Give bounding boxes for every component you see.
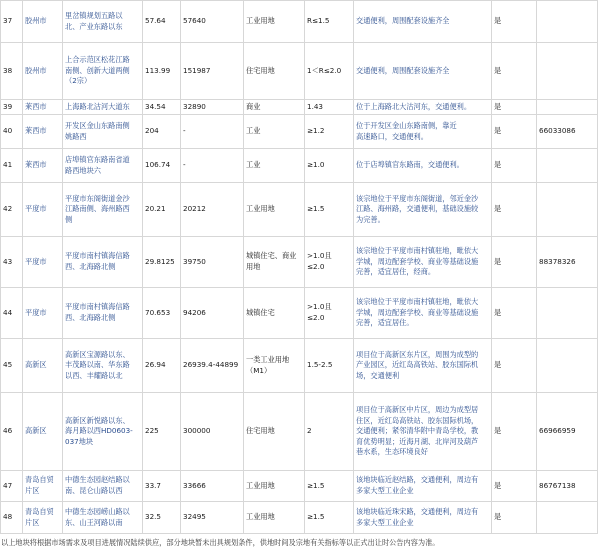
location-cell	[63, 100, 143, 115]
land-use-cell-line: 工业用地	[246, 16, 275, 26]
land-use-cell	[244, 1, 305, 43]
location-cell	[63, 1, 143, 43]
footer-note: 以上地块将根据市场需求及项目进展情况陆续供应，部分地块暂未出具规划条件，供地时间及宗地有关指标等以正式出让时公告内容为准。	[1, 538, 440, 547]
description-cell	[354, 1, 492, 43]
table-row	[1, 115, 598, 149]
description-cell-line: 场，交通便利	[356, 370, 400, 380]
contact-phone-cell	[537, 288, 598, 339]
area-mu-cell: 29.8125	[143, 237, 181, 288]
location-cell-line: 路西地块六	[65, 165, 101, 175]
location-cell-line: 开发区金山东路南侧	[65, 120, 130, 130]
area-sqm-cell: -	[181, 115, 244, 149]
location-cell-line: 高新区宝源路以东、	[65, 349, 130, 359]
district-cell: 莱西市	[23, 149, 63, 183]
district-cell: 莱西市	[23, 115, 63, 149]
description-cell-line: 产业园区，近红岛高铁站、胶东国际机	[356, 360, 479, 370]
plot-ratio-cell	[305, 471, 354, 502]
table-row	[1, 288, 598, 339]
contact-phone-cell	[537, 183, 598, 237]
plot-ratio-cell-line: 1.43	[307, 101, 324, 111]
description-cell-line: 学城，周边配套学校、商业等基础设施	[356, 307, 479, 317]
flag-cell: 是	[492, 237, 537, 288]
description-cell-line: 高速路口，交通便利。	[356, 131, 428, 141]
area-mu-cell: 32.5	[143, 502, 181, 534]
location-cell-line: 南、昆仑山路以西	[65, 486, 123, 495]
district-cell: 平度市	[23, 288, 63, 339]
district-cell: 平度市	[23, 237, 63, 288]
description-cell-line: 为完善。	[356, 214, 385, 224]
area-mu-cell: 106.74	[143, 149, 181, 183]
flag-cell: 是	[492, 471, 537, 502]
district-cell: 胶州市	[23, 1, 63, 43]
land-use-cell-line: 工业	[246, 160, 261, 170]
location-cell-line: 丰茂路以南、华东路	[65, 360, 130, 370]
flag-cell: 是	[492, 502, 537, 534]
area-sqm-cell: -	[181, 149, 244, 183]
description-cell-line: 交通便利；紧邻清华附中青岛学校，教	[356, 426, 479, 436]
location-cell-line: 上合示范区松花江路	[65, 55, 130, 65]
plot-ratio-cell-line: >1.0且	[307, 302, 332, 312]
plot-ratio-cell-line: ≤2.0	[307, 313, 325, 322]
district-cell: 高新区	[23, 339, 63, 393]
location-cell-line: 平度市东阁街道金沙	[65, 193, 130, 203]
location-cell	[63, 149, 143, 183]
plot-ratio-cell-line: ≥1.5	[307, 204, 325, 214]
location-cell	[63, 393, 143, 471]
location-cell-line: 里岔镇规划五路以	[65, 10, 123, 20]
description-cell	[354, 43, 492, 100]
flag-cell: 是	[492, 43, 537, 100]
land-use-cell	[244, 502, 305, 534]
description-cell	[354, 183, 492, 237]
plot-ratio-cell	[305, 43, 354, 100]
location-cell-line: 东、山王河路以南	[65, 517, 123, 527]
district-cell: 莱西市	[23, 100, 63, 115]
contact-phone-cell: 88378326	[537, 237, 598, 288]
land-use-cell-line: 工业用地	[246, 512, 275, 522]
description-cell	[354, 502, 492, 534]
area-mu-cell: 34.54	[143, 100, 181, 115]
plot-ratio-cell-line: ≥1.0	[307, 160, 325, 170]
description-cell	[354, 471, 492, 502]
area-sqm-cell: 57640	[181, 1, 244, 43]
description-cell	[354, 339, 492, 393]
location-cell-line: 以西、丰耀路以北	[65, 370, 123, 380]
land-use-cell-line: 工业	[246, 126, 261, 136]
location-cell-line: 侧	[65, 214, 73, 224]
district-cell: 青岛自贸片区	[23, 471, 63, 502]
land-use-cell	[244, 393, 305, 471]
description-cell-line: 学城，周边配套学校、商业等基础设施	[356, 256, 479, 266]
area-sqm-cell: 26939.4-44899	[181, 339, 244, 393]
row-number: 37	[1, 1, 23, 43]
plot-ratio-cell-line: ≥1.5	[307, 480, 325, 490]
plot-ratio-cell-line: ≤2.0	[307, 262, 325, 271]
land-use-cell	[244, 288, 305, 339]
area-mu-cell: 57.64	[143, 1, 181, 43]
description-cell	[354, 288, 492, 339]
location-cell-line: 北、产业东路以东	[65, 21, 123, 31]
land-use-cell	[244, 43, 305, 100]
area-mu-cell: 20.21	[143, 183, 181, 237]
plot-ratio-cell-line: R≤1.5	[307, 16, 330, 26]
flag-cell: 是	[492, 1, 537, 43]
plot-ratio-cell-line: ≥1.5	[307, 512, 325, 522]
plot-ratio-cell	[305, 183, 354, 237]
contact-phone-cell	[537, 502, 598, 534]
flag-cell: 是	[492, 149, 537, 183]
description-cell	[354, 100, 492, 115]
table-row	[1, 339, 598, 393]
description-cell-line: 项目位于高新区中片区，周边为成型居	[356, 405, 479, 415]
description-cell-line: 江路、海州路，交通便利，基础设施较	[356, 204, 479, 214]
area-sqm-cell: 94206	[181, 288, 244, 339]
flag-cell: 是	[492, 339, 537, 393]
row-number: 39	[1, 100, 23, 115]
plot-ratio-cell-line: ≥1.2	[307, 126, 325, 136]
flag-cell: 是	[492, 100, 537, 115]
location-cell	[63, 471, 143, 502]
flag-cell: 是	[492, 183, 537, 237]
location-cell-line: 海月路以西HD0603-	[65, 426, 133, 436]
description-cell-line: 多家大型工业企业	[356, 517, 414, 527]
location-cell	[63, 502, 143, 534]
contact-phone-cell	[537, 43, 598, 100]
contact-phone-cell	[537, 339, 598, 393]
land-use-cell-line: 商业	[246, 101, 261, 111]
location-cell	[63, 339, 143, 393]
table-row	[1, 100, 598, 115]
area-sqm-cell: 32890	[181, 100, 244, 115]
area-sqm-cell: 32495	[181, 502, 244, 534]
plot-ratio-cell	[305, 115, 354, 149]
location-cell-line: 西、北海路北侧	[65, 262, 116, 271]
contact-phone-cell: 66966959	[537, 393, 598, 471]
land-use-cell	[244, 183, 305, 237]
location-cell	[63, 183, 143, 237]
land-use-cell	[244, 149, 305, 183]
location-cell-line: 中德生态园赵结路以	[65, 475, 130, 485]
location-cell-line: 江路南侧、海州路西	[65, 204, 130, 214]
location-cell-line: 037地块	[65, 436, 94, 446]
flag-cell: 是	[492, 393, 537, 471]
district-cell: 平度市	[23, 183, 63, 237]
description-cell-line: 项目位于高新区东片区，周围为成型的	[356, 349, 479, 359]
flag-cell: 是	[492, 115, 537, 149]
table-row	[1, 1, 598, 43]
contact-phone-cell: 66033086	[537, 115, 598, 149]
location-cell	[63, 43, 143, 100]
district-cell: 高新区	[23, 393, 63, 471]
description-cell-line: 完善，适宜居住，经商。	[356, 267, 436, 277]
flag-cell: 是	[492, 288, 537, 339]
area-mu-cell: 70.653	[143, 288, 181, 339]
description-cell-line: 该宗地位于平度市南村镇驻地，毗依大	[356, 297, 479, 307]
description-cell-line: 巷水系，生态环境良好	[356, 447, 428, 457]
row-number: 46	[1, 393, 23, 471]
description-cell	[354, 237, 492, 288]
area-sqm-cell: 151987	[181, 43, 244, 100]
land-use-cell-line: 城镇住宅、商业用地	[246, 251, 297, 271]
land-use-cell	[244, 237, 305, 288]
location-cell-line: 南侧、创新大道两侧	[65, 65, 130, 75]
area-mu-cell: 113.99	[143, 43, 181, 100]
plot-ratio-cell	[305, 1, 354, 43]
table-row	[1, 393, 598, 471]
area-sqm-cell: 20212	[181, 183, 244, 237]
row-number: 41	[1, 149, 23, 183]
table-row	[1, 149, 598, 183]
area-mu-cell: 204	[143, 115, 181, 149]
area-sqm-cell: 300000	[181, 393, 244, 471]
contact-phone-cell	[537, 1, 598, 43]
land-use-cell-line: 住宅用地	[246, 65, 275, 75]
description-cell	[354, 393, 492, 471]
description-cell-line: 住区，近红岛高铁站、胶东国际机场，	[356, 415, 479, 425]
description-cell	[354, 115, 492, 149]
plot-ratio-cell	[305, 288, 354, 339]
district-cell: 青岛自贸片区	[23, 502, 63, 534]
row-number: 38	[1, 43, 23, 100]
location-cell-line: 西、北海路北侧	[65, 313, 116, 322]
plot-ratio-cell-line: 1.5-2.5	[307, 360, 333, 370]
area-mu-cell: 225	[143, 393, 181, 471]
description-cell	[354, 149, 492, 183]
land-use-cell	[244, 339, 305, 393]
land-use-cell-line: 城镇住宅	[246, 307, 275, 317]
land-use-cell	[244, 100, 305, 115]
location-cell	[63, 288, 143, 339]
area-mu-cell: 33.7	[143, 471, 181, 502]
table-row	[1, 471, 598, 502]
table-row	[1, 43, 598, 100]
plot-ratio-cell	[305, 149, 354, 183]
land-use-cell	[244, 115, 305, 149]
contact-phone-cell	[537, 100, 598, 115]
location-cell	[63, 115, 143, 149]
contact-phone-cell: 86767138	[537, 471, 598, 502]
description-cell-line: 该地块临近珠宋路，交通便利，周边有	[356, 506, 479, 516]
table-row	[1, 183, 598, 237]
description-cell-line: 完善，适宜居住。	[356, 318, 414, 328]
area-sqm-cell: 39750	[181, 237, 244, 288]
plot-ratio-cell	[305, 393, 354, 471]
location-cell-line: 中德生态园崂山路以	[65, 506, 130, 516]
description-cell-line: 位于开发区金山东路南侧，靠近	[356, 120, 457, 130]
area-sqm-cell: 33666	[181, 471, 244, 502]
row-number: 45	[1, 339, 23, 393]
land-use-cell-line: 一类工业用地	[246, 354, 290, 364]
area-mu-cell: 26.94	[143, 339, 181, 393]
table-row	[1, 237, 598, 288]
location-cell-line: 上海路北沽河大道东	[65, 101, 130, 111]
plot-ratio-cell	[305, 502, 354, 534]
description-cell-line: 交通便利，周围配套设施齐全	[356, 65, 450, 75]
land-use-cell-line: （M1）	[246, 365, 272, 375]
description-cell-line: 多家大型工业企业	[356, 486, 414, 495]
location-cell-line: 平度市南村镇海信路	[65, 251, 130, 261]
row-number: 40	[1, 115, 23, 149]
row-number: 44	[1, 288, 23, 339]
location-cell-line: 姚路西	[65, 131, 87, 141]
row-number: 47	[1, 471, 23, 502]
description-cell-line: 位于上海路北大沽河东，交通便利。	[356, 101, 472, 111]
description-cell-line: 该地块临近赵结路，交通便利，周边有	[356, 475, 479, 485]
location-cell-line: 高新区新悦路以东、	[65, 415, 130, 425]
location-cell-line: 平度市南村镇海信路	[65, 302, 130, 312]
location-cell-line: （2宗）	[65, 76, 92, 86]
row-number: 42	[1, 183, 23, 237]
plot-ratio-cell	[305, 237, 354, 288]
description-cell-line: 位于店埠镇官东路南，交通便利。	[356, 160, 464, 170]
location-cell-line: 店埠镇官东路南省道	[65, 154, 130, 164]
plot-ratio-cell-line: >1.0且	[307, 251, 332, 261]
table-row	[1, 502, 598, 534]
plot-ratio-cell-line: 2	[307, 426, 312, 436]
land-use-cell-line: 住宅用地	[246, 426, 275, 436]
land-use-cell-line: 工业用地	[246, 480, 275, 490]
description-cell-line: 育优势明显；近海月湖、北岸河及葫芦	[356, 436, 479, 446]
row-number: 43	[1, 237, 23, 288]
contact-phone-cell	[537, 149, 598, 183]
land-use-cell-line: 工业用地	[246, 204, 275, 214]
plot-ratio-cell	[305, 339, 354, 393]
row-number: 48	[1, 502, 23, 534]
description-cell-line: 交通便利，周围配套设施齐全	[356, 16, 450, 26]
land-use-cell	[244, 471, 305, 502]
location-cell	[63, 237, 143, 288]
plot-ratio-cell	[305, 100, 354, 115]
description-cell-line: 该宗地位于平度市南村镇驻地，毗依大	[356, 246, 479, 256]
description-cell-line: 该宗地位于平度市东阁街道，邻近金沙	[356, 193, 479, 203]
plot-ratio-cell-line: 1＜R≤2.0	[307, 65, 342, 75]
district-cell: 胶州市	[23, 43, 63, 100]
